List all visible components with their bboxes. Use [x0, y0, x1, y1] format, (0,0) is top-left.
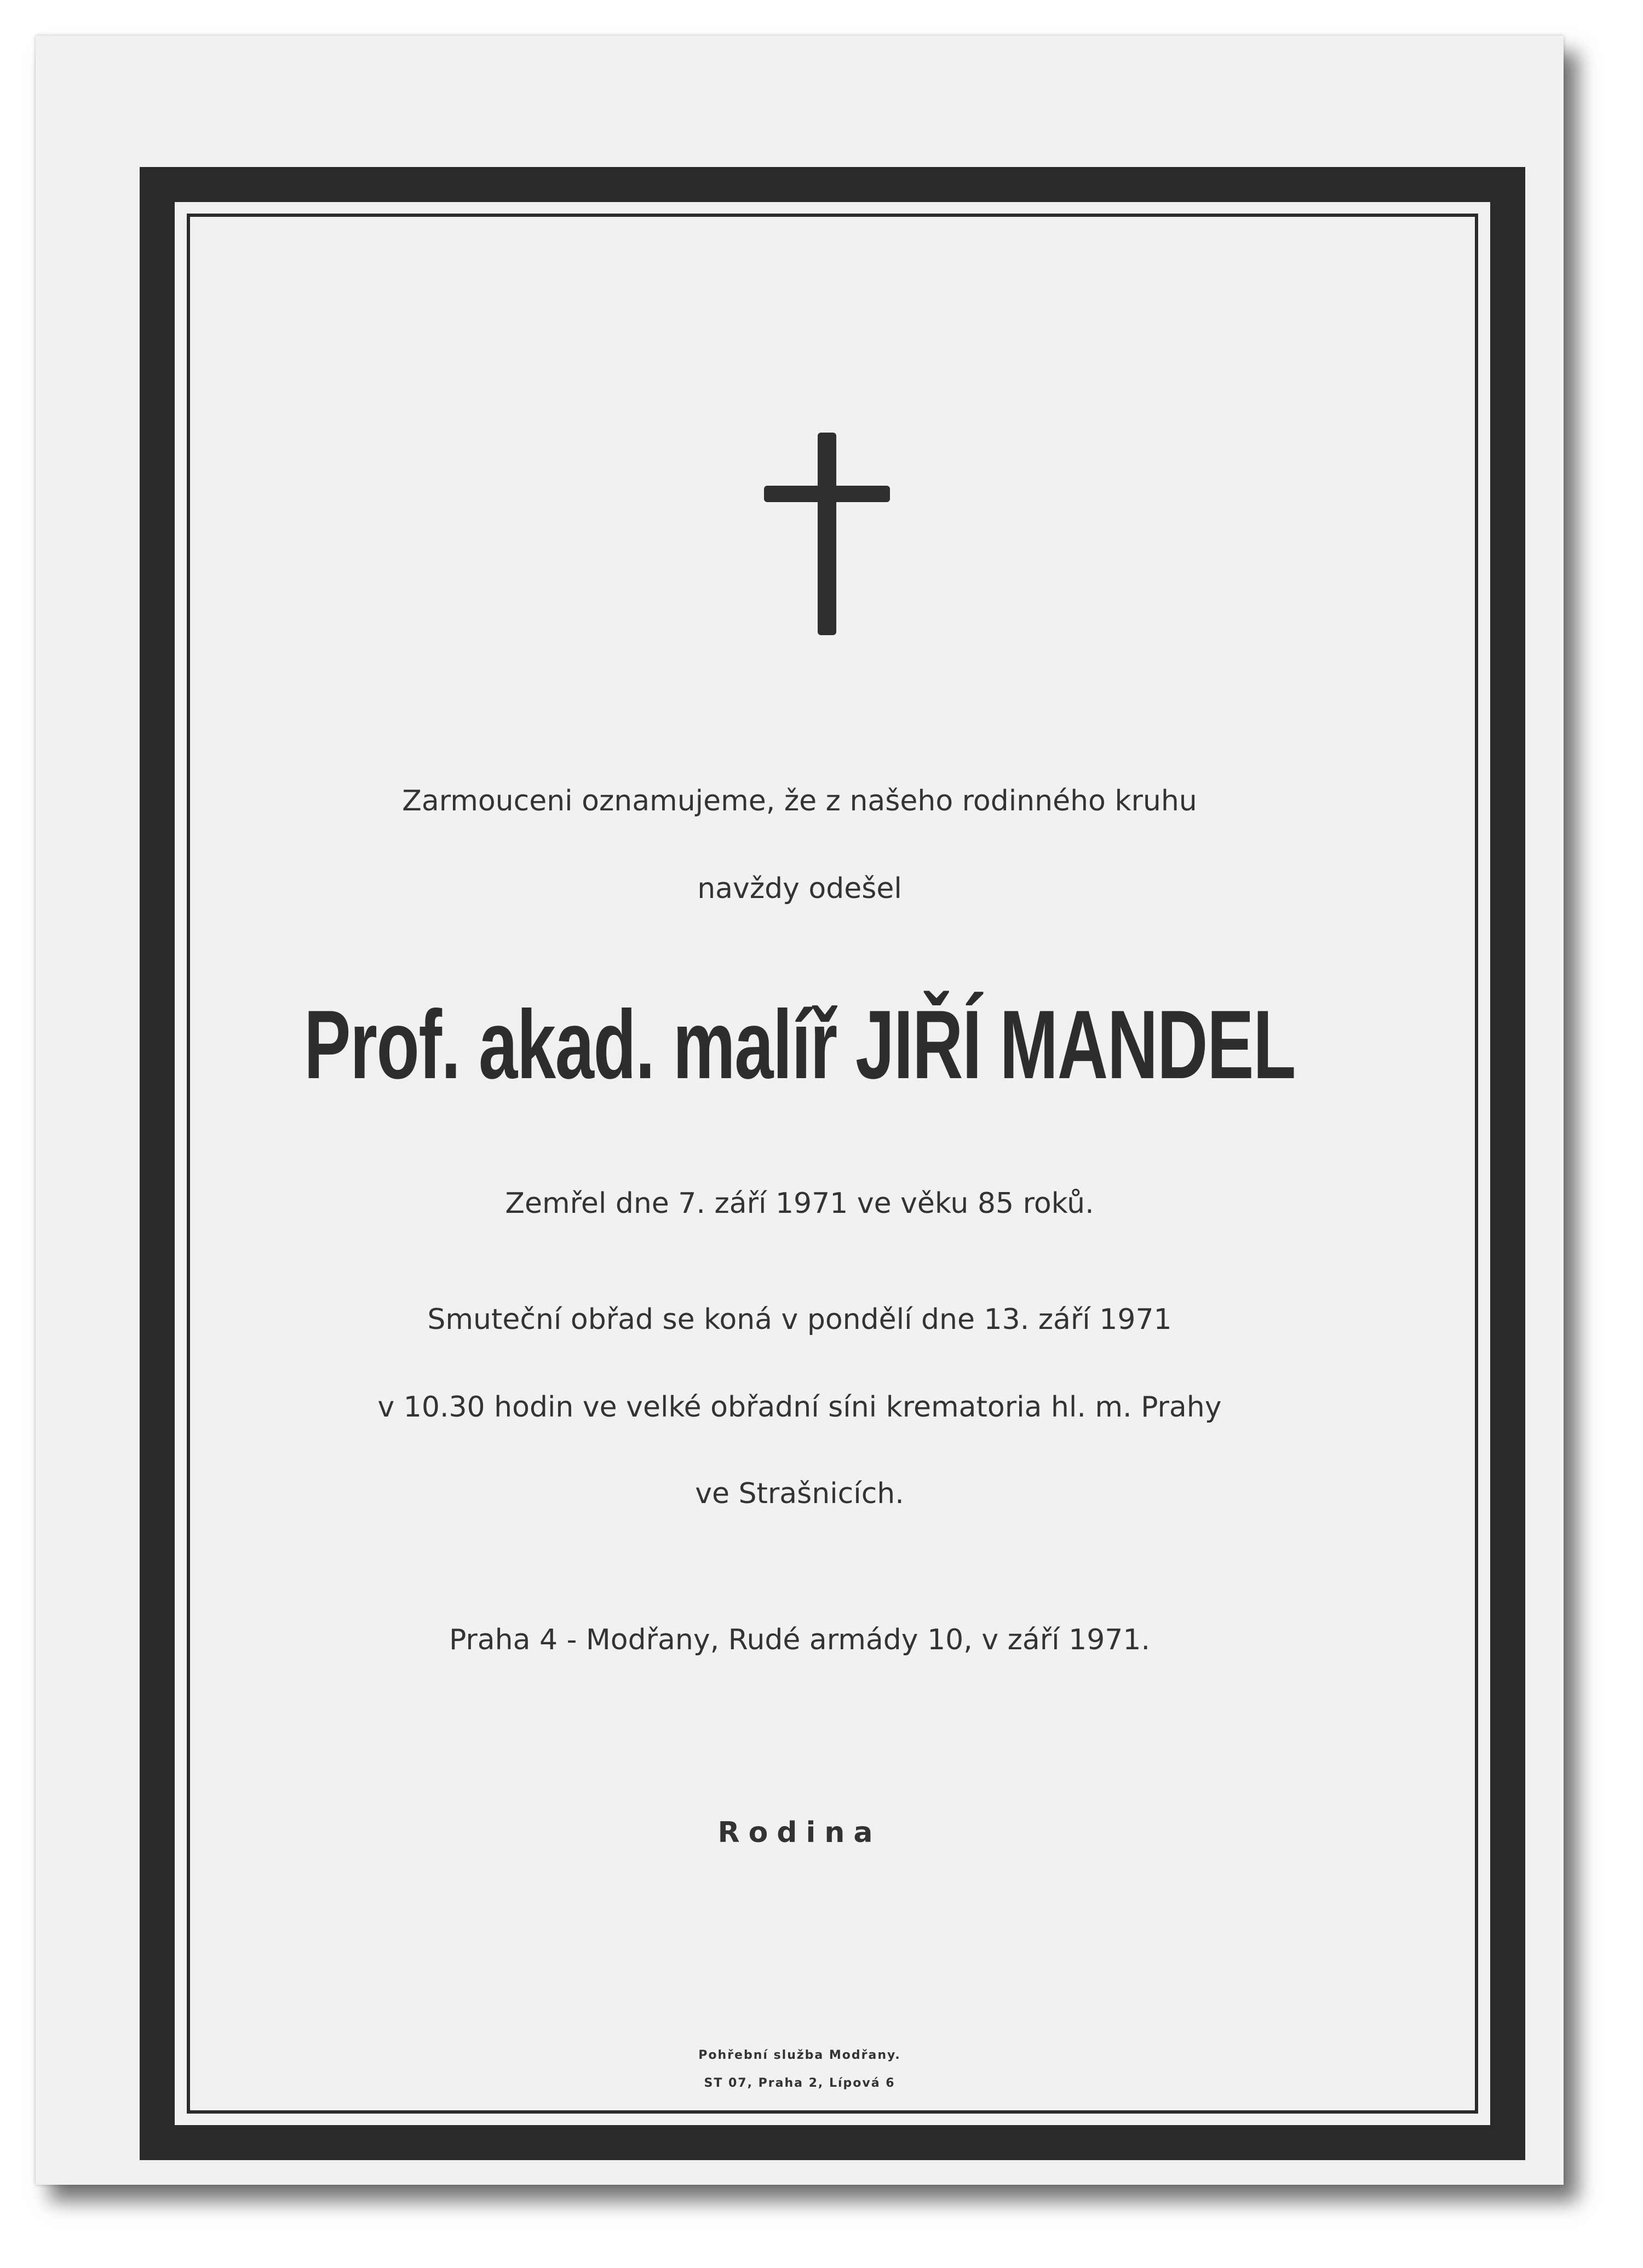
ceremony-line-3: ve Strašnicích. [695, 1477, 904, 1510]
imprint-line-1: Pohřební služba Modřany. [698, 2048, 901, 2062]
cross-icon [764, 433, 890, 635]
ceremony-line-1: Smuteční obřad se koná v pondělí dne 13. září 1971 [427, 1303, 1172, 1336]
announcement-line-1: Zarmouceni oznamujeme, že z našeho rodinného kruhu [402, 785, 1197, 818]
place-date-line: Praha 4 - Modřany, Rudé armády 10, v září 1971. [449, 1624, 1151, 1656]
obituary-sheet [36, 36, 1564, 2185]
signature: Rodina [717, 1816, 882, 1849]
deceased-name: Prof. akad. malíř JIŘÍ MANDEL [304, 990, 1295, 1099]
imprint-line-2: ST 07, Praha 2, Lípová 6 [704, 2076, 895, 2090]
death-date-line: Zemřel dne 7. září 1971 ve věku 85 roků. [505, 1187, 1094, 1220]
ceremony-line-2: v 10.30 hodin ve velké obřadní síni krematoria hl. m. Prahy [377, 1391, 1222, 1424]
announcement-line-2: navždy odešel [697, 872, 902, 905]
